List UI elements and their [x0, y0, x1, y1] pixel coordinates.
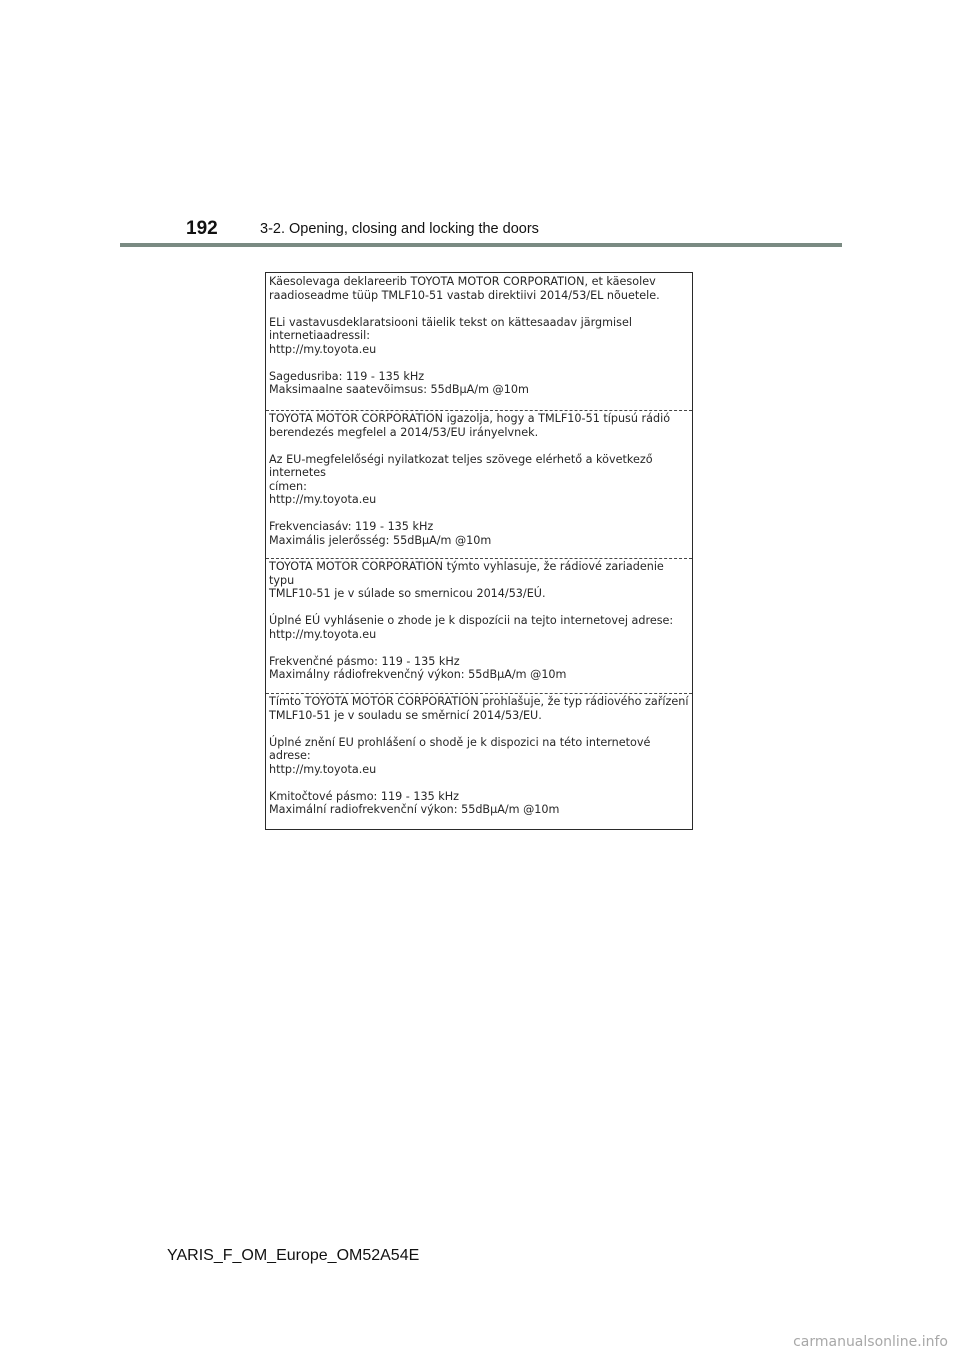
page-number: 192	[186, 218, 218, 239]
declaration-slovak: TOYOTA MOTOR CORPORATION týmto vyhlasuje, že rádiové zariadenie typu TMLF10-51 je v súlade so smernicou 2014/53/EÚ. Úplné EÚ vyhlásenie o zhode je k dispozícii na tejto internetovej adrese: http://my.toyota.eu Frekvenčné pásmo: 119 - 135 kHz Maximálny rádiofrekvenčný výkon: 55dBµA/m @10m	[269, 560, 674, 681]
declaration-hungarian: TOYOTA MOTOR CORPORATION igazolja, hogy a TMLF10-51 típusú rádió berendezés megfelel a 2014/53/EU irányelvnek. Az EU-megfelelőségi nyilatkozat teljes szövege elérhető a következő internetes címen: http://my.toyota.eu Frekvenciasáv: 119 - 135 kHz Maximális jelerősség: 55dBµA/m @10m	[269, 412, 671, 547]
declaration-estonian: Käesolevaga deklareerib TOYOTA MOTOR CORPORATION, et käesolev raadioseadme tüüp TMLF10-51 vastab direktiivi 2014/53/EL nõuetele. ELi vastavusdeklaratsiooni täielik tekst on kättesaadav järgmisel internetiaadressil: http://my.toyota.eu Sagedusriba: 119 - 135 kHz Maksimaalne saatevõimsus: 55dBµA/m @10m	[269, 275, 660, 396]
section-divider	[266, 558, 692, 559]
watermark[interactable]: carmanualsonline.info	[793, 1334, 948, 1350]
section-divider	[266, 410, 692, 411]
header-rule	[120, 243, 842, 247]
declaration-box	[265, 272, 693, 830]
section-title: 3-2. Opening, closing and locking the doors	[260, 221, 539, 237]
declaration-czech: Tímto TOYOTA MOTOR CORPORATION prohlašuje, že typ rádiového zařízení TMLF10-51 je v souladu se směrnicí 2014/53/EU. Úplné znění EU prohlášení o shodě je k dispozici na této internetové adrese: http://my.toyota.eu Kmitočtové pásmo: 119 - 135 kHz Maximální radiofrekvenční výkon: 55dBµA/m @10m	[269, 695, 689, 816]
document-id: YARIS_F_OM_Europe_OM52A54E	[167, 1247, 420, 1264]
section-divider	[266, 693, 692, 694]
